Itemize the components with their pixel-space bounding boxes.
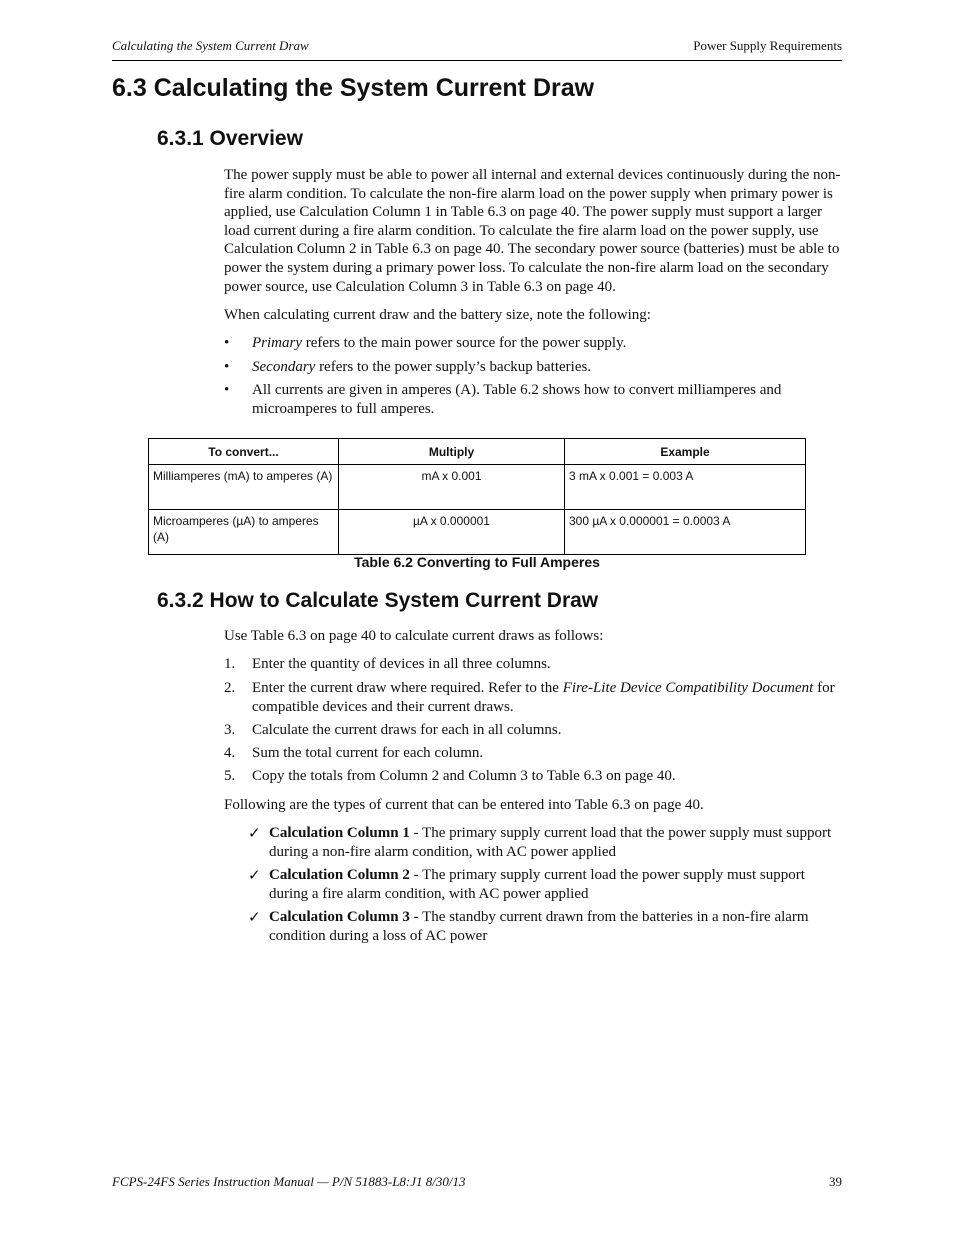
table-cell: µA x 0.000001: [339, 510, 565, 555]
table-header-cell: Multiply: [339, 439, 565, 465]
checkmark-icon: ✓: [248, 824, 261, 842]
bullet-emphasis: Secondary: [252, 359, 316, 375]
table-header-cell: Example: [565, 439, 806, 465]
page-header: [112, 38, 842, 61]
header-chapter-title: Calculating the System Current Draw: [112, 38, 309, 53]
table-header-row: [149, 439, 806, 465]
note-intro: When calculating current draw and the battery size, note the following:: [224, 307, 651, 323]
step-text: for compatible devices and their current draws.: [252, 680, 835, 715]
check-item-title: Calculation Column 1: [269, 825, 410, 841]
section-title: 6.3 Calculating the System Current Draw: [112, 74, 595, 102]
types-intro: Following are the types of current that can be entered into Table 6.3 on page 40.: [224, 797, 704, 813]
overview-paragraph: The power supply must be able to power all internal and external devices continuously during the non-fire alarm condition. To calculate the non-fire alarm load on the power supply when primary power is applied, use Calculation Column 1 in Table 6.3 on page 40. The power supply must support a larger load current during a fire alarm condition. To calculate the fire alarm load on the power supply, use Calculation Column 2 in Table 6.3 on page 40. The secondary power source (batteries) must be able to power the system during a primary power loss. To calculate the non-fire alarm load on the secondary power source, use Calculation Column 3 in Table 6.3 on page 40.: [224, 167, 841, 295]
step-number: 2.: [224, 680, 236, 696]
bullet-text: refers to the power supply’s backup batteries.: [315, 359, 592, 375]
table-cell: 3 mA x 0.001 = 0.003 A: [565, 465, 806, 510]
table-row: [149, 465, 806, 510]
bullet-mark: •: [224, 382, 230, 398]
header-section-title: Power Supply Requirements: [693, 38, 842, 53]
bullet-mark: •: [224, 335, 230, 351]
step-text: Calculate the current draws for each in all columns.: [252, 722, 562, 738]
step-number: 4.: [224, 745, 236, 761]
check-item-text: - The primary supply current load the power supply must support during a fire alarm condition, with AC power applied: [269, 867, 805, 902]
conversion-table: [148, 438, 806, 555]
checkmark-icon: ✓: [248, 908, 261, 926]
bullet-emphasis: Primary: [252, 335, 302, 351]
page-number: 39: [829, 1174, 842, 1189]
table-cell: Milliamperes (mA) to amperes (A): [149, 465, 339, 510]
check-item-title: Calculation Column 3: [269, 909, 410, 925]
how-to-intro: Use Table 6.3 on page 40 to calculate current draws as follows:: [224, 628, 604, 644]
table-cell: mA x 0.001: [339, 465, 565, 510]
how-to-heading: 6.3.2 How to Calculate System Current Draw: [157, 589, 599, 612]
step-number: 3.: [224, 722, 236, 738]
step-text: Enter the current draw where required. Refer to the: [252, 680, 563, 696]
table-header-cell: To convert...: [149, 439, 339, 465]
step-number: 1.: [224, 656, 236, 672]
document-reference: Fire-Lite Device Compatibility Document: [562, 680, 814, 696]
step-number: 5.: [224, 768, 236, 784]
step-text: Copy the totals from Column 2 and Column 3 to Table 6.3 on page 40.: [252, 768, 676, 784]
checkmark-icon: ✓: [248, 866, 261, 884]
check-item-text: - The standby current drawn from the batteries in a non-fire alarm condition during a loss of AC power: [269, 909, 809, 944]
footer-manual-reference: FCPS-24FS Series Instruction Manual — P/N 51883-L8:J1 8/30/13: [112, 1174, 466, 1189]
check-item-text: - The primary supply current load that the power supply must support during a non-fire alarm condition, with AC power applied: [269, 825, 832, 860]
check-item-title: Calculation Column 2: [269, 867, 410, 883]
overview-heading: 6.3.1 Overview: [157, 127, 303, 150]
bullet-text: refers to the main power source for the power supply.: [302, 335, 627, 351]
table-caption: Table 6.2 Converting to Full Amperes: [354, 554, 600, 570]
step-text: Enter the quantity of devices in all three columns.: [252, 656, 551, 672]
table-cell: 300 µA x 0.000001 = 0.0003 A: [565, 510, 806, 555]
bullet-mark: •: [224, 359, 230, 375]
step-text: Sum the total current for each column.: [252, 745, 484, 761]
table-row: [149, 510, 806, 555]
bullet-text: All currents are given in amperes (A). Table 6.2 shows how to convert milliamperes and microamperes to full amperes.: [252, 382, 782, 417]
table-cell: Microamperes (µA) to amperes (A): [149, 510, 339, 555]
